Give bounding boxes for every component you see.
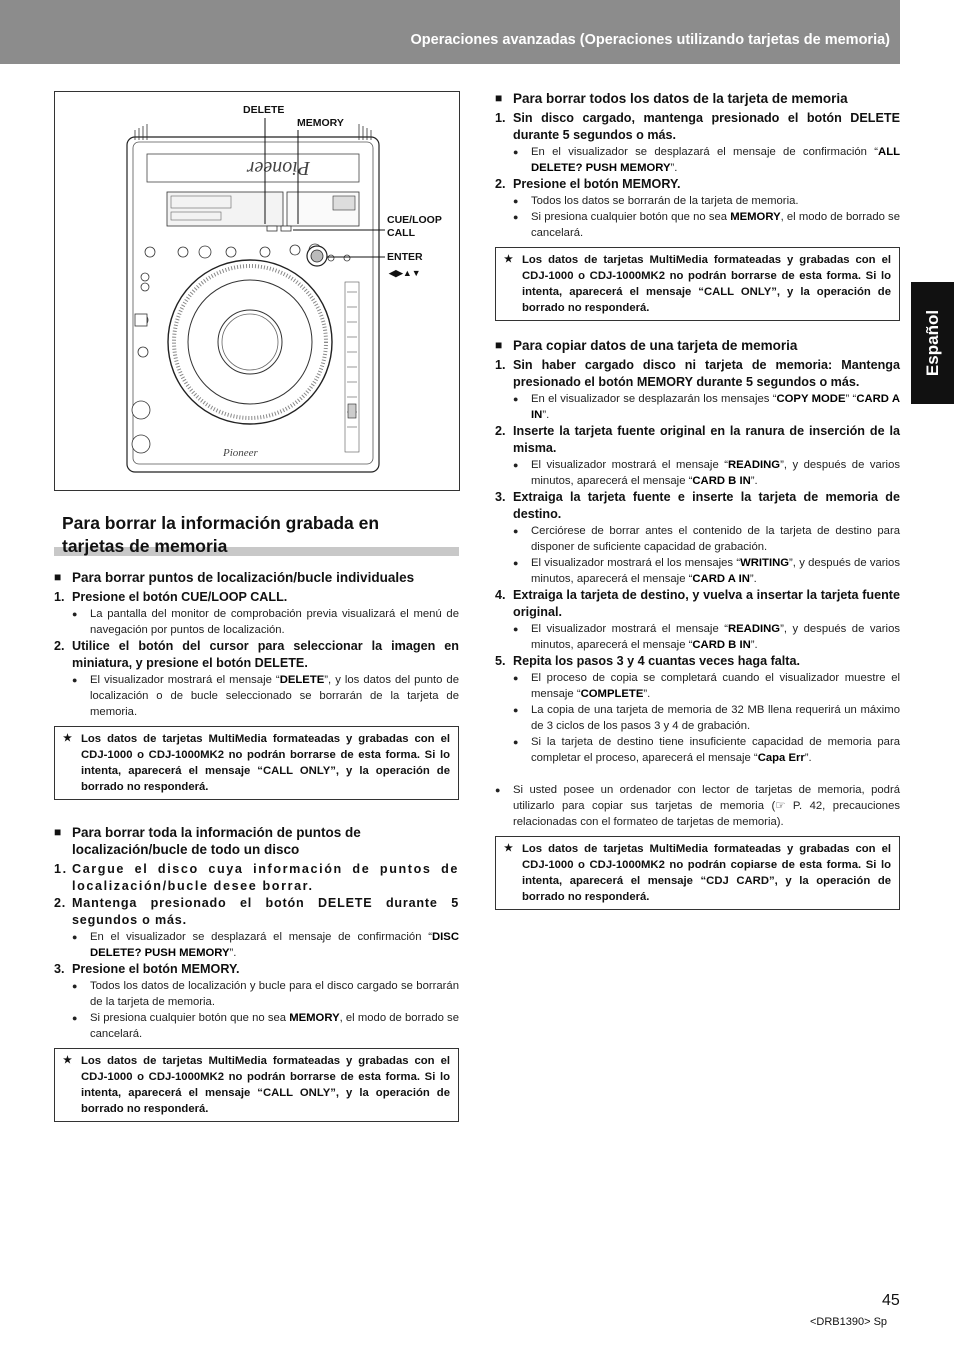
label-arrows: ◀▶▲▼	[389, 268, 421, 278]
bullet: ● Si usted posee un ordenador con lector de tarjetas de memoria, podrá utilizarlo para copiar sus tarjetas de memoria (☞ P. 42, precauciones relacionadas con el formateo de tarjetas de memoria).	[513, 782, 900, 830]
subsection-title: ■ Para borrar toda la información de puntos de localización/bucle de todo un disco	[54, 824, 459, 858]
right-column	[495, 90, 900, 910]
header-bar	[0, 0, 900, 64]
header-title: Operaciones avanzadas (Operaciones utilizando tarjetas de memoria)	[410, 32, 890, 48]
subsection-title: ■ Para borrar puntos de localización/bucle individuales	[54, 569, 459, 586]
document-code: <DRB1390> Sp	[810, 1316, 888, 1328]
bullet: ● El visualizador mostrará el los mensajes “WRITING”, y después de varios minutos, aparecerá el mensaje “CARD A IN”.	[531, 555, 900, 587]
bullet: ● Si la tarjeta de destino tiene insuficiente capacidad de memoria para completar el proceso, aparecerá el mensaje “Capa Err”.	[531, 734, 900, 766]
subsection-title: ■ Para copiar datos de una tarjeta de memoria	[495, 337, 900, 354]
label-delete: DELETE	[243, 104, 285, 116]
section-title	[54, 512, 459, 556]
note-box: ★ Los datos de tarjetas MultiMedia formateadas y grabadas con el CDJ-1000 o CDJ-1000MK2 no podrán borrarse de esta forma. Si lo intenta, aparecerá el mensaje “CALL ONLY”, y la operación de borrado no responderá.	[54, 1048, 459, 1122]
note-box: ★ Los datos de tarjetas MultiMedia formateadas y grabadas con el CDJ-1000 o CDJ-1000MK2 no podrán borrarse de esta forma. Si lo intenta, aparecerá el mensaje “CALL ONLY”, y la operación de borrado no responderá.	[495, 247, 900, 321]
left-column	[54, 569, 459, 1122]
bullet: ● En el visualizador se desplazarán los mensajes “COPY MODE” “CARD A IN”.	[531, 391, 900, 423]
subsection-title: ■ Para borrar todos los datos de la tarjeta de memoria	[495, 90, 900, 107]
step: 5. Repita los pasos 3 y 4 cuantas veces haga falta.	[495, 654, 800, 668]
bullet: ● Cerciórese de borrar antes el contenido de la tarjeta de destino para disponer de suficiente capacidad de grabación.	[531, 523, 900, 555]
bullet: ● El visualizador mostrará el mensaje “READING”, y después de varios minutos, aparecerá el mensaje “CARD B IN”.	[531, 457, 900, 489]
label-enter: ENTER	[387, 251, 423, 263]
device-figure	[54, 91, 460, 491]
label-call: CALL	[387, 227, 415, 239]
bullet: ● Si presiona cualquier botón que no sea MEMORY, el modo de borrado se cancelará.	[531, 209, 900, 241]
note-box: ★ Los datos de tarjetas MultiMedia formateadas y grabadas con el CDJ-1000 o CDJ-1000MK2 no podrán borrarse de esta forma. Si lo intenta, aparecerá el mensaje “CALL ONLY”, y la operación de borrado no responderá.	[54, 726, 459, 800]
step: 2. Mantenga presionado el botón DELETE durante 5 segundos o más.	[54, 896, 459, 927]
bullet: ● El visualizador mostrará el mensaje “READING”, y después de varios minutos, aparecerá el mensaje “CARD B IN”.	[531, 621, 900, 653]
note-box: ★ Los datos de tarjetas MultiMedia formateadas y grabadas con el CDJ-1000 o CDJ-1000MK2 no podrán copiarse de esta forma. Si lo intenta, aparecerá el mensaje “CDJ CARD”, y la operación de borrado no responderá.	[495, 836, 900, 910]
bullet: ● La copia de una tarjeta de memoria de 32 MB llena requerirá un máximo de 3 ciclos de los pasos 3 y 4 de grabación.	[531, 702, 900, 734]
bullet: ● Si presiona cualquier botón que no sea MEMORY, el modo de borrado se cancelará.	[90, 1010, 459, 1042]
page-number: 45	[882, 1292, 900, 1309]
bullet: ● En el visualizador se desplazará el mensaje de confirmación “DISC DELETE? PUSH MEMORY”.	[90, 929, 459, 961]
step: 2. Inserte la tarjeta fuente original en la ranura de inserción de la misma.	[495, 424, 900, 455]
svg-text:Pioneer: Pioneer	[246, 157, 310, 179]
step: 1. Cargue el disco cuya información de puntos de localización/bucle desee borrar.	[54, 862, 459, 893]
step: 3. Presione el botón MEMORY.	[54, 962, 240, 976]
step: 1. Sin haber cargado disco ni tarjeta de memoria: Mantenga presionado el botón MEMORY durante 5 segundos o más.	[495, 358, 900, 389]
step: 3. Extraiga la tarjeta fuente e inserte la tarjeta de memoria de destino.	[495, 490, 900, 521]
label-memory: MEMORY	[297, 117, 344, 129]
bullet: ● En el visualizador se desplazará el mensaje de confirmación “ALL DELETE? PUSH MEMORY”.	[531, 144, 900, 176]
svg-text:Pioneer: Pioneer	[223, 447, 258, 459]
bullet: ● La pantalla del monitor de comprobación previa visualizará el menú de navegación por puntos de localización.	[90, 606, 459, 638]
section-title-line1: Para borrar la información grabada en	[62, 513, 380, 533]
step: 2. Presione el botón MEMORY.	[495, 177, 681, 191]
language-tab	[911, 282, 954, 404]
step: 4. Extraiga la tarjeta de destino, y vuelva a insertar la tarjeta fuente original.	[495, 588, 900, 619]
bullet: ● Todos los datos se borrarán de la tarjeta de memoria.	[531, 193, 900, 209]
step: 1. Sin disco cargado, mantenga presionado el botón DELETE durante 5 segundos o más.	[495, 111, 900, 142]
bullet: ● Todos los datos de localización y bucle para el disco cargado se borrarán de la tarjeta de memoria.	[90, 978, 459, 1010]
device-illustration	[55, 92, 459, 490]
step: 2. Utilice el botón del cursor para seleccionar la imagen en miniatura, y presione el botón DELETE.	[54, 639, 459, 670]
language-tab-label: Español	[922, 309, 942, 377]
step: 1. Presione el botón CUE/LOOP CALL.	[54, 590, 288, 604]
label-cue-loop: CUE/LOOP	[387, 214, 442, 226]
bullet: ● El proceso de copia se completará cuando el visualizador muestre el mensaje “COMPLETE”.	[531, 670, 900, 702]
section-title-line2: tarjetas de memoria	[62, 536, 228, 556]
bullet: ● El visualizador mostrará el mensaje “DELETE”, y los datos del punto de localización o de bucle seleccionado se borrarán de la tarjeta de memoria.	[90, 672, 459, 720]
